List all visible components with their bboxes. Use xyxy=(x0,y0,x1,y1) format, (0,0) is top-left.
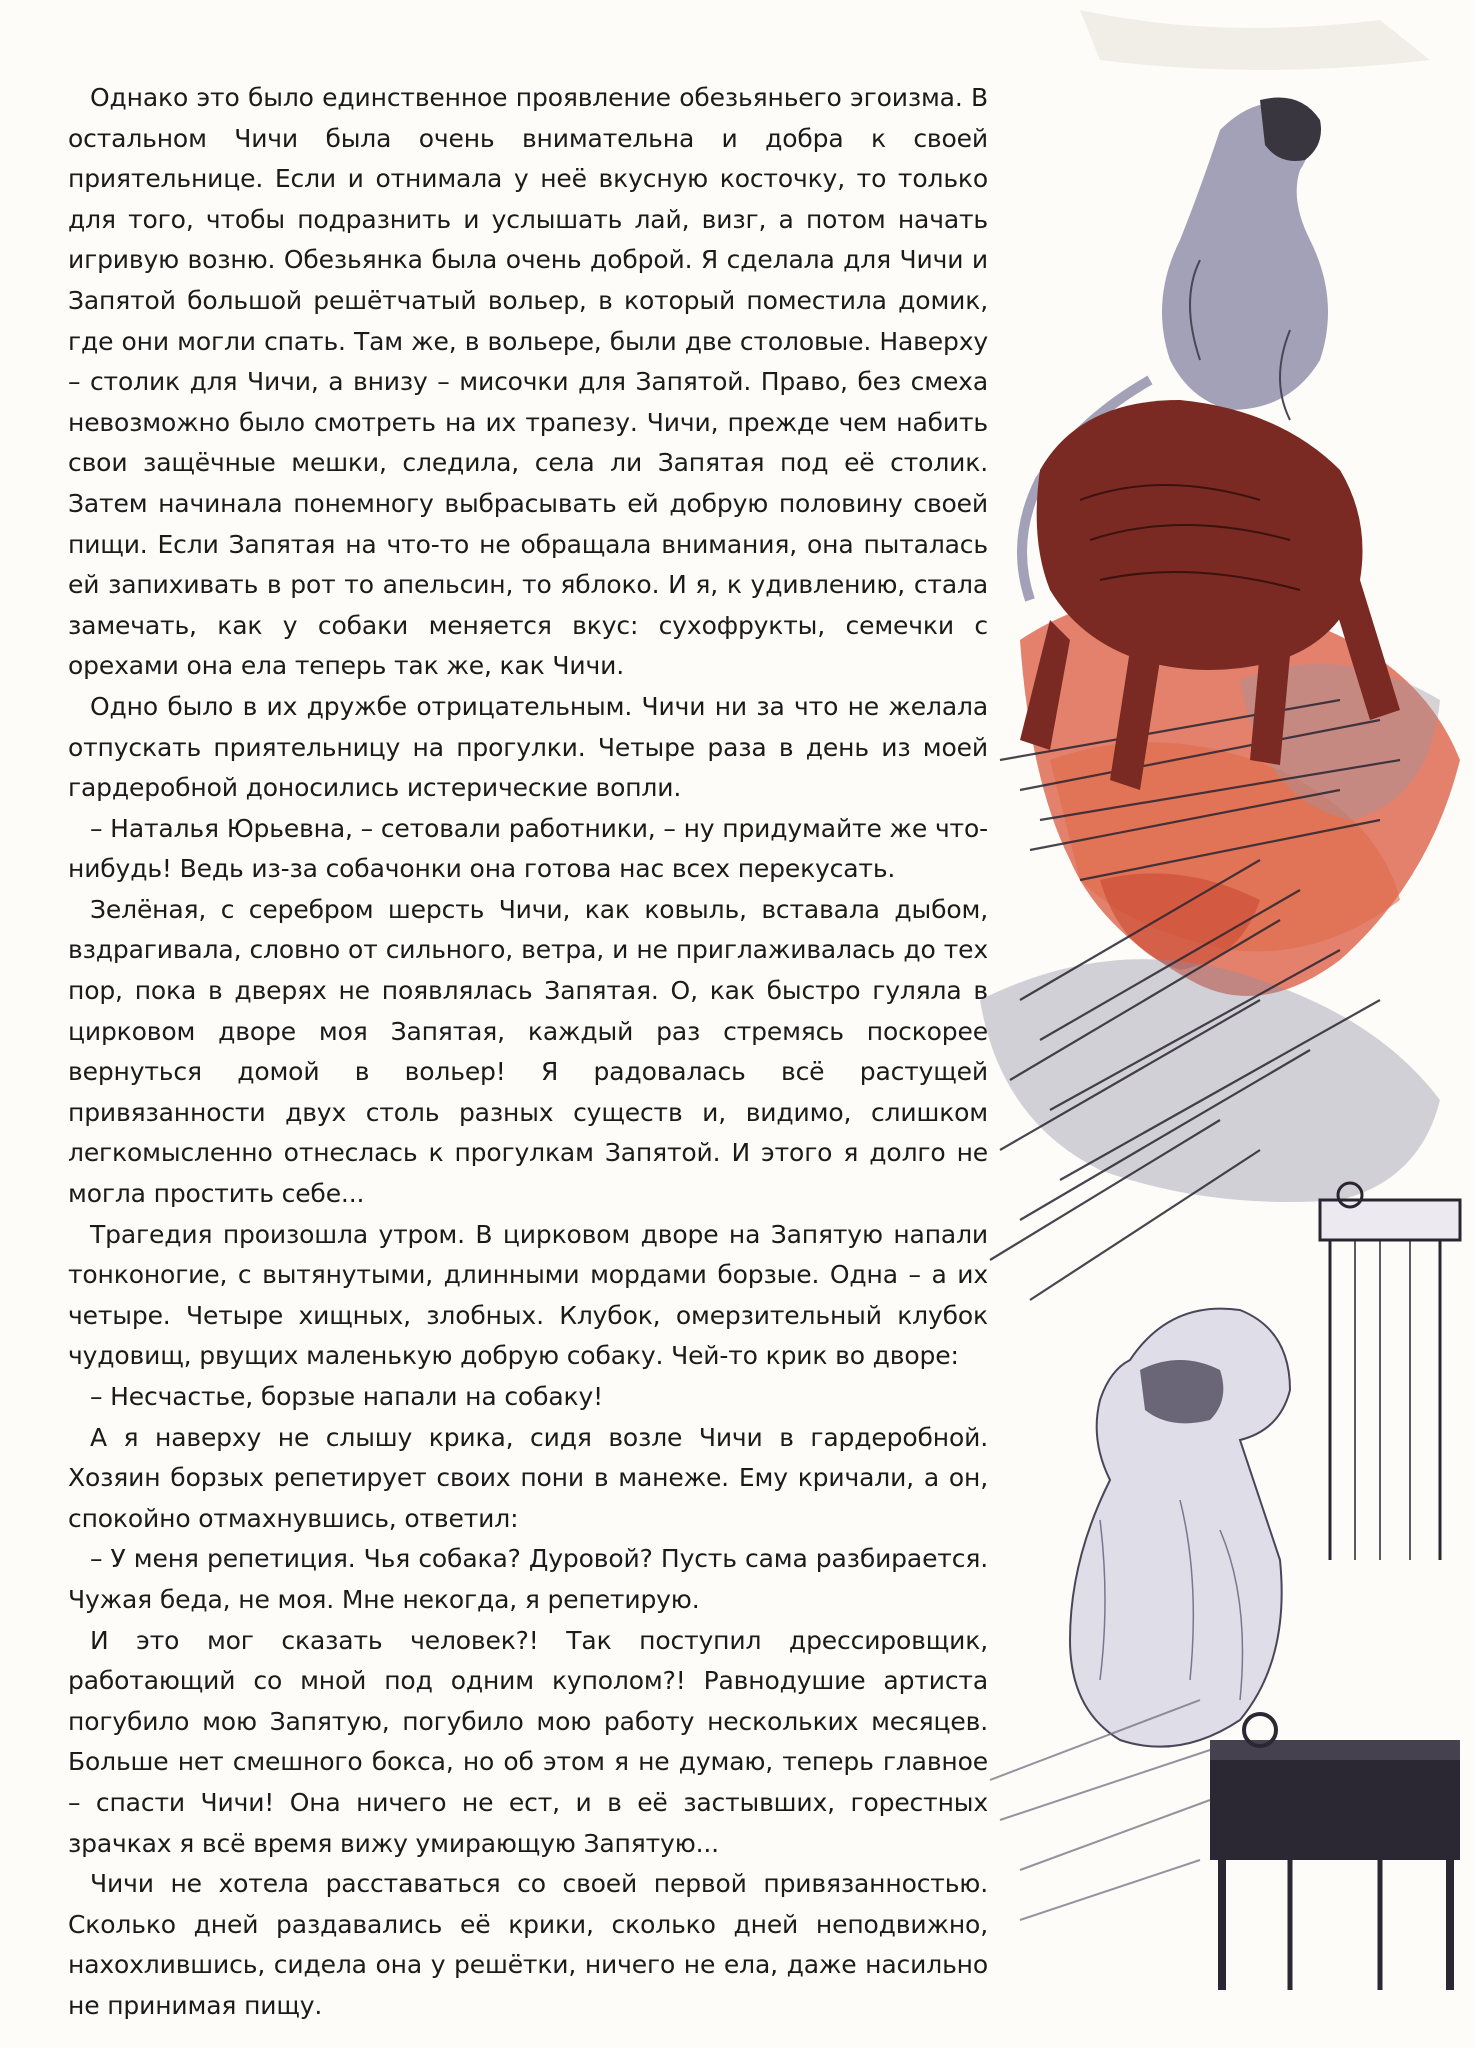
text-column xyxy=(68,78,988,2027)
paragraph-8: – У меня репетиция. Чья собака? Дуровой? Пусть сама разбирается. Чужая беда, не моя. Мне некогда, я репетирую. xyxy=(68,1544,988,1614)
top-wash xyxy=(1080,10,1430,70)
pedestal-column xyxy=(1320,1183,1460,1560)
paragraph-1: Однако это было единственное проявление обезьяньего эгоизма. В остальном Чичи была очень внимательна и добра к своей приятельнице. Если и отнимала у неё вкусную косточку, то только для того, чтобы подразнить и услышать лай, визг, а потом начать игривую возню. Обезьянка была очень доброй. Я сделала для Чичи и Запятой большой решётчатый вольер, в который поместила домик, где они могли спать. Там же, в вольере, были две столовые. Наверху – столик для Чичи, а внизу – мисочки для Запятой. Право, без смеха невозможно было смотреть на их трапезу. Чичи, прежде чем набить свои защёчные мешки, следила, села ли Запятая под её столик. Затем начинала понемногу выбрасывать ей добрую половину своей пищи. Если Запятая на что-то не обращала внимания, она пыталась ей запихивать в рот то апельсин, то яблоко. И я, к удивлению, стала замечать, как у собаки меняется вкус: сухофрукты, семечки с орехами она ела теперь так же, как Чичи. xyxy=(68,83,988,681)
paragraph-2: Одно было в их дружбе отрицательным. Чичи ни за что не желала отпускать приятельницу на прогулки. Четыре раза в день из моей гардеробной доносились истерические вопли. xyxy=(68,691,988,803)
paragraph-6: – Несчастье, борзые напали на собаку! xyxy=(90,1382,603,1411)
dark-box xyxy=(1210,1714,1460,1990)
paragraph-7: А я наверху не слышу крика, сидя возле Чичи в гардеробной. Хозяин борзых репетирует своих пони в манеже. Ему кричали, а он, спокойно отмахнувшись, ответил: xyxy=(68,1422,988,1533)
paragraph-3: – Наталья Юрьевна, – сетовали работники, – ну придумайте же что-нибудь! Ведь из-за собачонки она готова нас всех перекусать. xyxy=(68,813,988,884)
paragraph-4: Зелёная, с серебром шерсть Чичи, как ковыль, вставала дыбом, вздрагивала, словно от сильного, ветра, и не приглаживалась до тех пор, пока в дверях не появлялась Запятая. О, как быстро гуляла в цирковом дворе моя Запятая, каждый раз стремясь поскорее вернуться домой в вольер! Я радовалась всё растущей привязанности двух столь разных существ и, видимо, слишком легкомысленно отнеслась к прогулкам Запятой. И этого я долго не могла простить себе... xyxy=(68,894,988,1209)
paragraph-9: И это мог сказать человек?! Так поступил дрессировщик, работающий со мной под одним куполом?! Равнодушие артиста погубило мою Запятую, погубило мою работу нескольких месяцев. Больше нет смешного бокса, но об этом я не думаю, теперь главное – спасти Чичи! Она ничего не ест, и в её застывших, горестных зрачках я всё время вижу умирающую Запятую... xyxy=(68,1625,988,1858)
watercolor-illustration xyxy=(960,0,1474,2048)
paragraph-5: Трагедия произошла утром. В цирковом дворе на Запятую напали тонконогие, с вытянутыми, длинными мордами борзые. Одна – а их четыре. Четыре хищных, злобных. Клубок, омерзительный клубок чудовищ, рвущих маленькую добрую собаку. Чей-то крик во дворе: xyxy=(68,1219,988,1371)
white-monkey-figure xyxy=(1070,1309,1290,1747)
paragraph-10: Чичи не хотела расставаться со своей первой привязанностью. Сколько дней раздавались её крики, сколько дней неподвижно, нахохлившись, сидела она у решётки, ничего не ела, даже насильно не принимая пищу. xyxy=(68,1869,988,2020)
